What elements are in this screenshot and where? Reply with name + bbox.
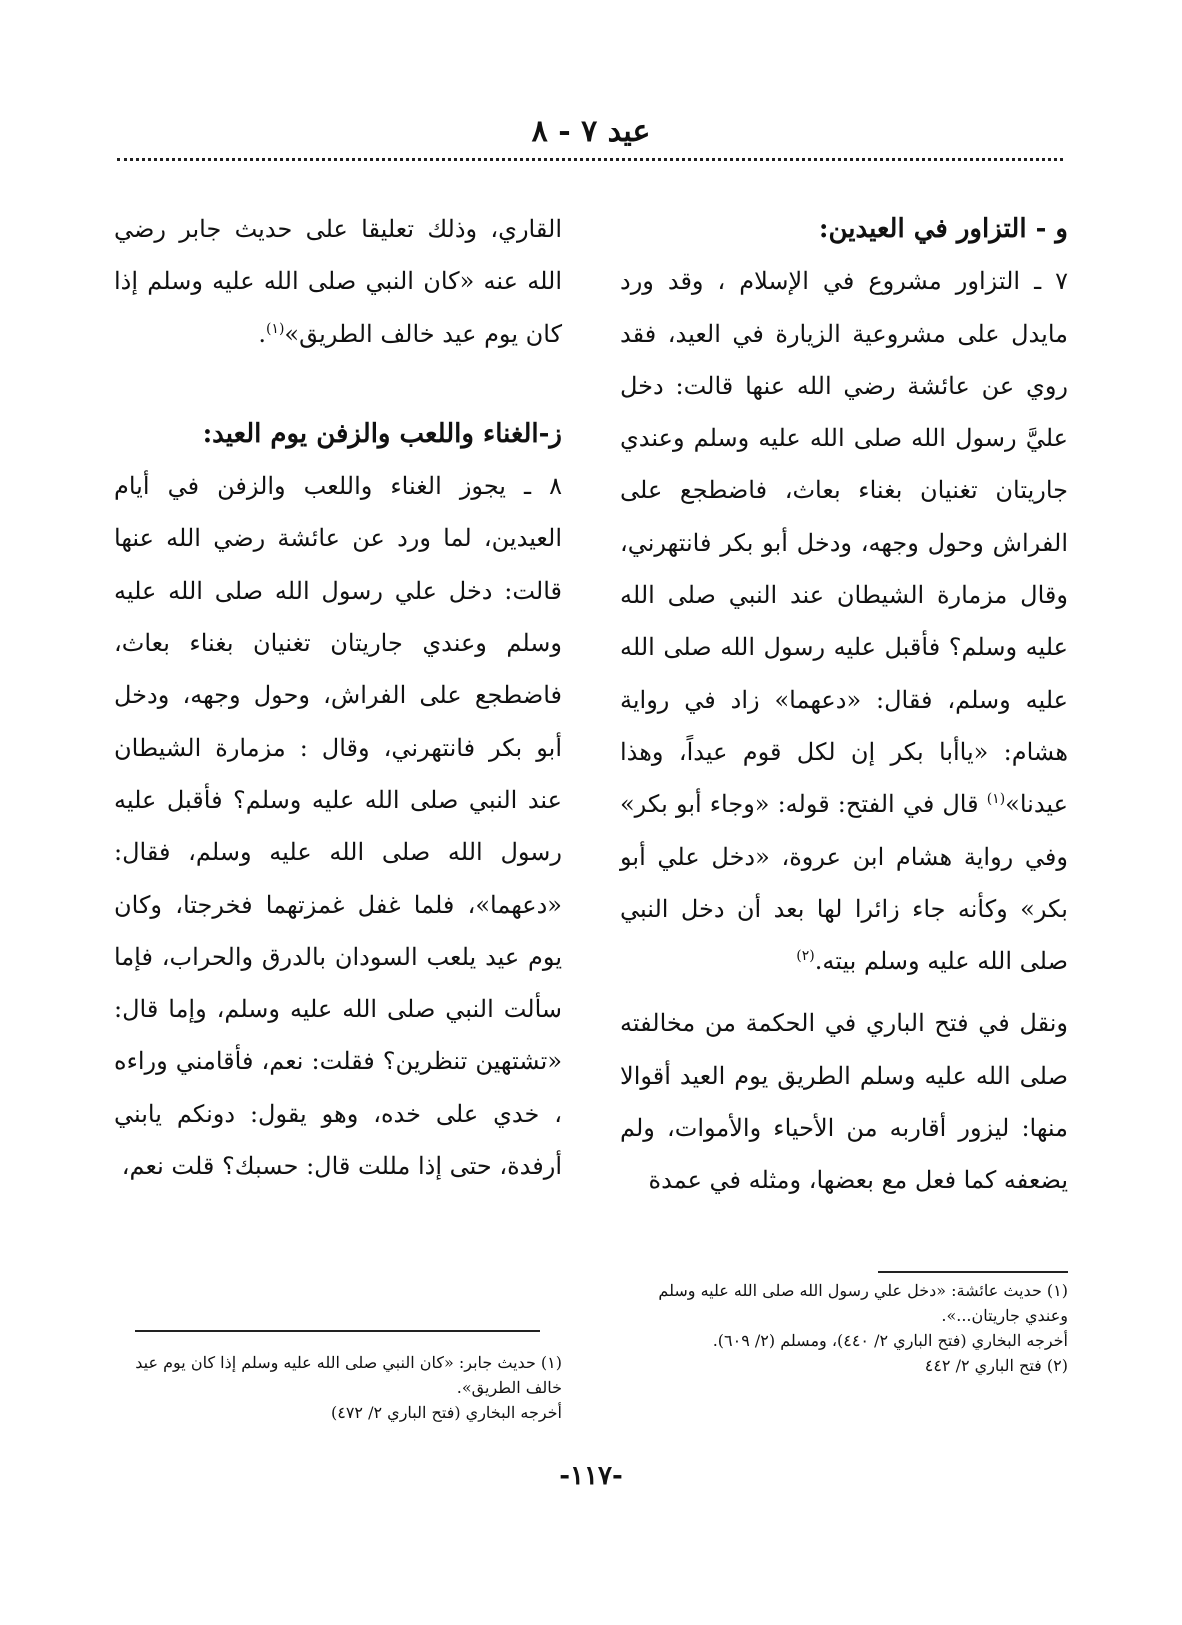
footnote-1-line-2: أخرجه البخاري (فتح الباري ٢/ ٤٧٢) [330, 1403, 562, 1422]
section-z-heading: ز-الغناء واللعب والزفن يوم العيد: [202, 418, 562, 449]
footnote-2: (٢) فتح الباري ٢/ ٤٤٢ [924, 1356, 1068, 1375]
left-column [114, 203, 562, 1192]
footnote-ref-1: (١) [265, 320, 285, 337]
footnote-rule-right [878, 1271, 1068, 1273]
page-header-title: عيد ٧ - ٨ [531, 114, 651, 149]
paragraph-7-continuation: قال في الفتح: قوله: «وجاء أبو بكر» وفي رواية هشام ابن عروة، «دخل علي أبو بكر» وكأنه جاء زائرا لها بعد أن دخل النبي صلى الله عليه وسلم بيته. [620, 790, 1068, 976]
footnote-1-line-1: (١) حديث جابر: «كان النبي صلى الله عليه وسلم إذا كان يوم عيد خالف الطريق». [135, 1353, 562, 1397]
paragraph-qari [114, 203, 562, 360]
paragraph-7 [620, 255, 1068, 987]
footnotes-left [114, 1350, 562, 1425]
paragraph-qari-text: القاري، وذلك تعليقا على حديث جابر رضي الله عنه «كان النبي صلى الله عليه وسلم إذا كان يوم عيد خالف الطريق» [114, 215, 562, 348]
footnote-ref-1: (١) [986, 791, 1006, 808]
footnote-rule-left [135, 1330, 540, 1332]
page-number: -١١٧- [559, 1461, 623, 1491]
paragraph-naql: ونقل في فتح الباري في الحكمة من مخالفته صلى الله عليه وسلم الطريق يوم العيد أقوالا منها: ليزور أقاربه من الأحياء والأموات، ولم يضعفه كما فعل مع بعضها، ومثله في عمدة [620, 1009, 1068, 1195]
header-dotted-rule [117, 158, 1063, 161]
footnote-1-line-1: (١) حديث عائشة: «دخل علي رسول الله صلى الله عليه وسلم وعندي جاريتان...». [658, 1281, 1068, 1325]
paragraph-qari-end: . [258, 319, 266, 348]
paragraph-7-text: ٧ ـ التزاور مشروع في الإسلام ، وقد ورد مايدل على مشروعية الزيارة في العيد، فقد روي عن عائشة رضي الله عنها قالت: دخل عليَّ رسول الله صلى الله عليه وسلم وعندي جاريتان تغنيان بغناء بعاث، فاضطجع على الفراش وحول وجهه، ودخل أبو بكر فانتهرني، وقال مزمارة الشيطان عند النبي صلى الله عليه وسلم؟ فأقبل عليه رسول الله صلى الله عليه وسلم، فقال: «دعهما» زاد في رواية هشام: «ياأبا بكر إن لكل قوم عيداً، وهذا عيدنا» [620, 267, 1068, 819]
section-v-heading: و - التزاور في العيدين: [818, 214, 1068, 244]
footnote-1-line-2: أخرجه البخاري (فتح الباري ٢/ ٤٤٠)، ومسلم (٢/ ٦٠٩). [712, 1331, 1068, 1350]
footnotes-right [620, 1278, 1068, 1378]
right-column [620, 203, 1068, 1207]
paragraph-8: ٨ ـ يجوز الغناء واللعب والزفن في أيام العيدين، لما ورد عن عائشة رضي الله عنها قالت: دخل علي رسول الله صلى الله عليه وسلم وعندي جاريتان تغنيان بغناء بعاث، فاضطجع على الفراش، وحول وجهه، ودخل أبو بكر فانتهرني، وقال : مزمارة الشيطان عند النبي صلى الله عليه وسلم؟ فأقبل عليه رسول الله صلى الله عليه وسلم، فقال: «دعهما»، فلما غفل غمزتهما فخرجتا، وكان يوم عيد يلعب السودان بالدرق والحراب، فإما سألت النبي صلى الله عليه وسلم، وإما قال: «تشتهين تنظرين؟ فقلت: نعم، فأقامني وراءه ، خدي على خده، وهو يقول: دونكم يابني أرفدة، حتى إذا مللت قال: حسبك؟ قلت نعم، [114, 472, 562, 1181]
footnote-ref-2: (٢) [796, 948, 815, 965]
